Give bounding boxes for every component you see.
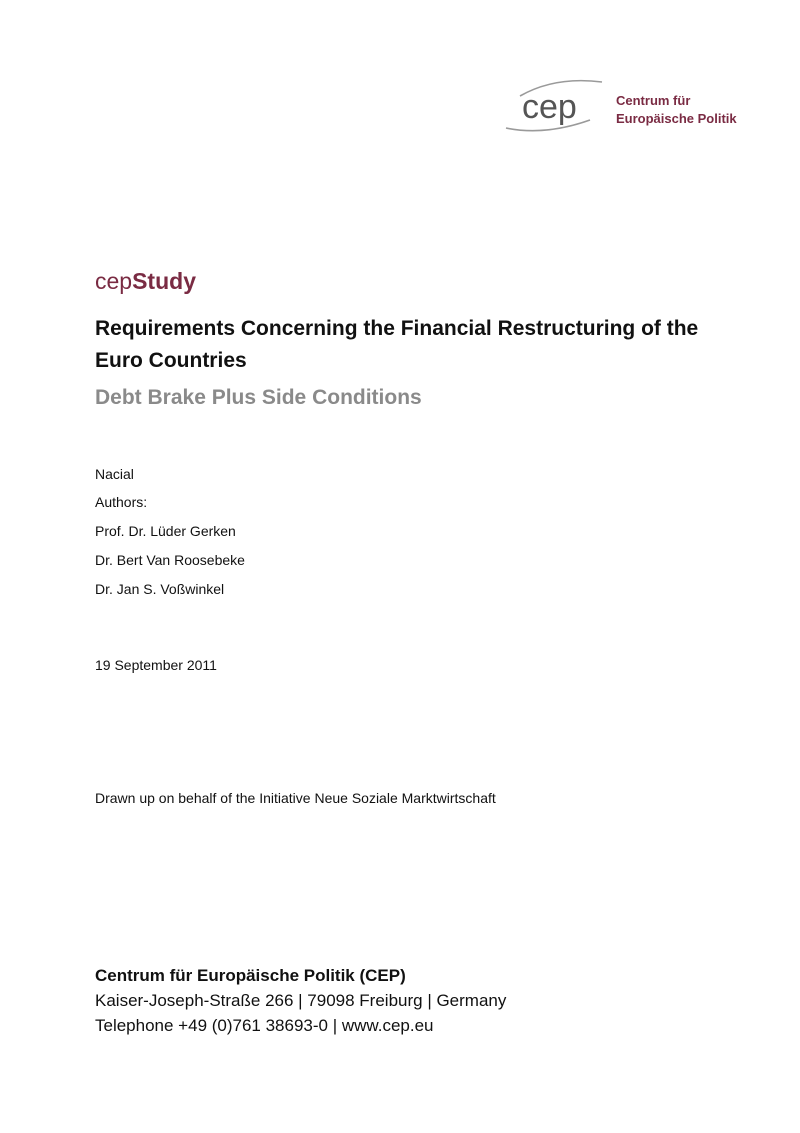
logo-org-name: [616, 92, 737, 128]
commission-note: Drawn up on behalf of the Initiative Neue Soziale Marktwirtschaft: [95, 790, 496, 806]
author-item: Dr. Bert Van Roosebeke: [95, 552, 245, 568]
footer-address: Kaiser-Joseph-Straße 266 | 79098 Freiburg | Germany: [95, 991, 507, 1010]
document-date: 19 September 2011: [95, 657, 217, 673]
footer-org: Centrum für Europäische Politik (CEP): [95, 966, 406, 985]
meta-label: Nacial: [95, 466, 134, 482]
logo-mark-text: cep: [522, 88, 577, 126]
document-title: Requirements Concerning the Financial Restructuring of the Euro Countries: [95, 317, 699, 372]
cep-logo: [500, 72, 760, 142]
logo-name-line2: Europäische Politik: [616, 111, 737, 126]
series-suffix: Study: [132, 268, 196, 294]
footer-contact: [95, 963, 506, 1038]
authors-heading: Authors:: [95, 494, 148, 510]
logo-name-line1: Centrum für: [616, 93, 691, 108]
author-item: Prof. Dr. Lüder Gerken: [95, 523, 236, 539]
series-prefix: cep: [95, 268, 133, 294]
series-label: [95, 268, 196, 295]
document-subtitle: Debt Brake Plus Side Conditions: [95, 386, 422, 409]
author-item: Dr. Jan S. Voßwinkel: [95, 581, 225, 597]
footer-phone-web: Telephone +49 (0)761 38693-0 | www.cep.eu: [95, 1016, 434, 1035]
cep-logo-mark: [500, 72, 610, 142]
